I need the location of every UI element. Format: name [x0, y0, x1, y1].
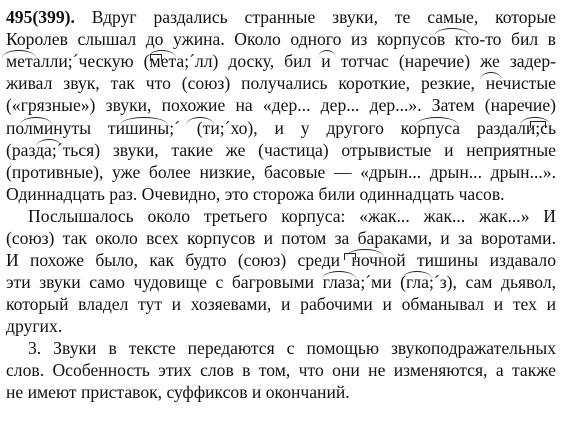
text-line: Одиннадцать раз. Очевидно, это сторожа били одиннадцать часов.: [6, 184, 505, 204]
text-line: других.: [6, 316, 63, 336]
ending-box: [150, 54, 162, 61]
text-line: Послышалось около третьего корпуса: «жак... жак... жак...» И: [28, 206, 556, 226]
text-line: не имеют приставок, суффиксов и окончаний.: [6, 382, 350, 402]
text-line: И похоже было, как будто (союз) среди ночной тишины издавало: [6, 250, 556, 270]
text-line: (противные), уже более низкие, басовые — «дрын... дрын... дрын...».: [6, 162, 556, 182]
text-line: (союз) так около всех корпусов и потом за бараками, и за воротами.: [6, 228, 556, 248]
line-text: Вдруг раздались странные звуки, те самые, которые: [91, 7, 556, 27]
text-line: («грязные») звуки, похожие на «дер... дер... дер...». Затем (наречие): [6, 95, 556, 115]
text-line: слов. Особенность этих слов в том, что они не изменяются, а также: [6, 360, 556, 380]
text-line: 3. Звуки в тексте передаются с помощью звукоподражательных: [28, 338, 556, 358]
text-line: [6, 6, 556, 28]
text-line: который владел тут и хозяевами, и рабочими и обманывал и тех и: [6, 294, 556, 314]
ending-box: [530, 121, 546, 128]
text-line: полминуты тишины;´ (ти;´хо), и у другого корпуса раздали;сь: [6, 118, 556, 138]
exercise-number: 495(399).: [6, 7, 75, 27]
text-line: Королев слышал до ужина. Около одного из корпусов кто-то бил в: [6, 29, 556, 49]
ending-box: [344, 253, 356, 260]
text-line: эти звуки само чудовище с багровыми глаза;´ми (гла;´з), сам дьявол,: [6, 272, 556, 292]
text-line: живал звук, так что (союз) получались короткие, резкие, нечистые: [6, 73, 556, 93]
text-line: металли;´ческую (мета;´лл) доску, бил и тотчас (наречие) же задер-: [6, 51, 556, 71]
text-line: (разда;´ться) звуки, такие же (частица) отрывистые и неприятные: [6, 140, 556, 160]
